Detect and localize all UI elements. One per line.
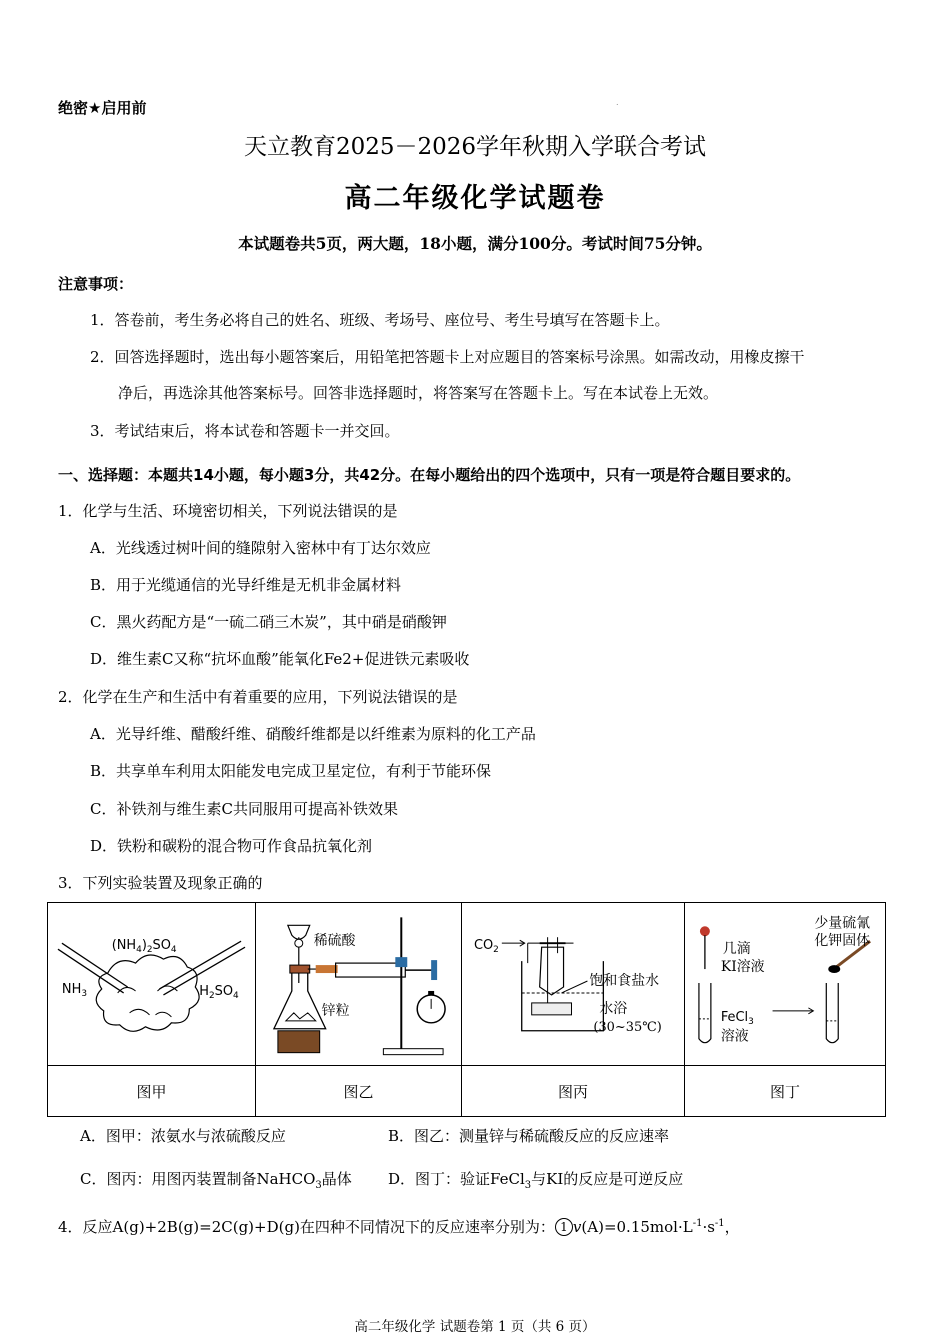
figure-bing-drawing — [462, 903, 684, 1065]
q1-option-d: D．维生素C又称“抗坏血酸”能氧化Fe2+促进铁元素吸收 — [90, 650, 470, 668]
notice-heading: 注意事项： — [58, 275, 134, 293]
figure-jia — [48, 903, 256, 1066]
q2-option-c: C．补铁剂与维生素C共同服用可提高补铁效果 — [90, 800, 398, 818]
q3-figure-table — [47, 902, 886, 1117]
svg-text:FeCl3: FeCl$_3$ — [720, 1009, 754, 1027]
figure-ding-drawing — [685, 903, 885, 1065]
svg-text:化钾固体: 化钾固体 — [814, 933, 871, 950]
q3-option-a: A．图甲：浓氨水与浓硫酸反应 — [80, 1127, 286, 1145]
svg-text:KI溶液: KI溶液 — [720, 959, 765, 976]
notice-item-3: 3．考试结束后，将本试卷和答题卡一并交回。 — [90, 422, 400, 440]
q2-stem: 2．化学在生产和生活中有着重要的应用，下列说法错误的是 — [58, 688, 458, 706]
q1-stem: 1．化学与生活、环境密切相关，下列说法错误的是 — [58, 502, 398, 520]
svg-text:饱和食盐水: 饱和食盐水 — [589, 972, 660, 989]
svg-text:溶液: 溶液 — [720, 1028, 749, 1045]
q2-option-b: B．共享单车利用太阳能发电完成卫星定位，有利于节能环保 — [90, 762, 492, 780]
svg-text:H2SO4: $H_2SO_4$ — [199, 983, 239, 1001]
q3-stem: 3．下列实验装置及现象正确的 — [58, 874, 263, 892]
notice-item-1: 1．答卷前，考生务必将自己的姓名、班级、考场号、座位号、考生号填写在答题卡上。 — [90, 311, 670, 329]
q4-stem: 4．反应A(g)+2B(g)=2C(g)+D(g)在四种不同情况下的反应速率分别为： 1 $v(A)=0.15mol\cdot L^{-1}\cdot s^{-1}$， — [58, 1218, 740, 1236]
q3-option-d: D．图丁：验证FeCl$_3$与KI的反应是可逆反应 — [388, 1170, 684, 1191]
q3-option-b: B．图乙：测量锌与稀硫酸反应的反应速率 — [388, 1127, 670, 1145]
caption-bing: 图丙 — [462, 1066, 685, 1117]
q1-option-c: C．黑火药配方是“一硫二硝三木炭”，其中硝是硝酸钾 — [90, 613, 447, 631]
caption-jia: 图甲 — [48, 1066, 256, 1117]
svg-text:CO2: $CO_2$ — [473, 938, 499, 956]
paper-info: 本试题卷共5页，两大题，18小题，满分100分。考试时间75分钟。 — [238, 234, 712, 253]
q3-option-c: C．图丙：用图丙装置制备NaHCO$_3$晶体 — [80, 1170, 352, 1191]
q1-option-a: A．光线透过树叶间的缝隙射入密林中有丁达尔效应 — [90, 539, 431, 557]
caption-yi: 图乙 — [256, 1066, 462, 1117]
faint-mark: . — [616, 98, 619, 107]
notice-item-2-cont: 净后，再选涂其他答案标号。回答非选择题时，将答案写在答题卡上。写在本试卷上无效。 — [118, 384, 719, 402]
caption-ding: 图丁 — [685, 1066, 886, 1117]
figure-yi-drawing — [256, 903, 461, 1065]
svg-text:稀硫酸: 稀硫酸 — [313, 933, 356, 950]
page-footer: 高二年级化学 试题卷第 1 页（共 6 页） — [354, 1319, 596, 1335]
exam-title: 天立教育2025－2026学年秋期入学联合考试 — [243, 134, 707, 160]
svg-text:(NH4)2SO4: $(NH_4)_2SO_4$ — [111, 938, 177, 956]
svg-text:(30~35℃): (30~35℃) — [593, 1019, 662, 1035]
svg-text:锌粒: 锌粒 — [321, 1002, 350, 1019]
svg-text:NH3: $NH_3$ — [61, 981, 88, 999]
figure-yi — [256, 903, 462, 1066]
svg-text:少量硫氰: 少量硫氰 — [814, 915, 871, 932]
paper-title: 高二年级化学试题卷 — [344, 183, 606, 214]
svg-text:水浴: 水浴 — [599, 1000, 628, 1017]
q2-option-a: A．光导纤维、醋酸纤维、硝酸纤维都是以纤维素为原料的化工产品 — [90, 725, 536, 743]
section-heading: 一、选择题：本题共14小题，每小题3分，共42分。在每小题给出的四个选项中，只有一项是符合题目要求的。 — [58, 466, 801, 484]
svg-text:几滴: 几滴 — [722, 941, 751, 958]
notice-item-2: 2．回答选择题时，选出每小题答案后，用铅笔把答题卡上对应题目的答案标号涂黑。如需改动，用橡皮擦干 — [90, 348, 805, 366]
q1-option-b: B．用于光缆通信的光导纤维是无机非金属材料 — [90, 576, 402, 594]
q2-option-d: D．铁粉和碳粉的混合物可作食品抗氧化剂 — [90, 837, 373, 855]
figure-bing — [462, 903, 685, 1066]
secret-label: 绝密★启用前 — [58, 99, 147, 117]
figure-ding — [685, 903, 886, 1066]
figure-jia-drawing — [48, 903, 255, 1065]
